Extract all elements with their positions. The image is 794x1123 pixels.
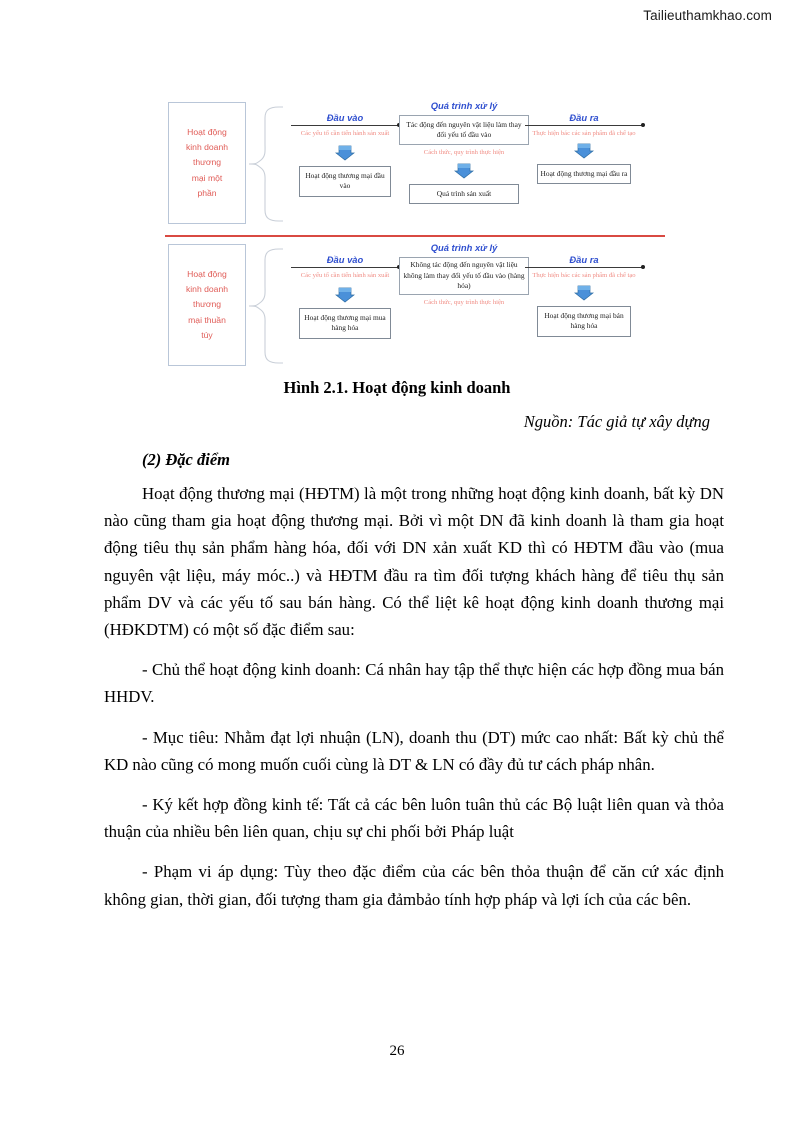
stage-title-input: Đầu vào xyxy=(326,112,364,123)
axis-line-output xyxy=(525,267,643,268)
figure-divider xyxy=(165,235,665,237)
down-arrow-icon xyxy=(574,143,594,159)
leaf-box-output: Hoạt động thương mại bán hàng hóa xyxy=(537,306,631,337)
stage-process-row2 xyxy=(399,242,529,308)
stage-title-input: Đầu vào xyxy=(326,254,364,265)
source-line: phần xyxy=(197,187,217,198)
process-box: Tác động đến nguyên vật liệu làm thay đổi yếu tố đầu vào xyxy=(399,115,529,145)
stage-output-row2 xyxy=(525,254,643,337)
source-box-row1 xyxy=(168,102,246,224)
source-line: thương xyxy=(192,157,222,168)
source-line: Hoạt động xyxy=(187,126,227,137)
stage-note-process: Cách thức, quy trình thực hiện xyxy=(423,299,505,306)
stage-title-output: Đầu ra xyxy=(569,254,599,265)
sub-heading: (2) Đặc điểm xyxy=(142,450,230,469)
figure-caption: Hình 2.1. Hoạt động kinh doanh xyxy=(283,378,511,397)
body-text xyxy=(104,450,724,913)
stage-note-output: Thực hiện bác các sản phẩm đã chế tạo xyxy=(532,272,636,279)
source-line: túy xyxy=(201,329,213,340)
diagram-row-pure-commerce xyxy=(165,240,665,373)
site-watermark: Tailieuthamkhao.com xyxy=(643,8,772,23)
source-line: kinh doanh xyxy=(185,284,229,295)
source-line: thương xyxy=(192,299,222,310)
source-line: kinh doanh xyxy=(185,142,229,153)
down-arrow-icon xyxy=(574,285,594,301)
leaf-box-input: Hoạt động thương mại đầu vào xyxy=(299,166,391,197)
figure-diagram xyxy=(165,98,665,373)
stage-title-output: Đầu ra xyxy=(569,112,599,123)
leaf-box-process: Quá trình sản xuất xyxy=(409,184,519,204)
paragraph: - Chủ thể hoạt động kinh doanh: Cá nhân hay tập thể thực hiện các hợp đồng mua bán HHDV. xyxy=(104,660,724,707)
axis-line-output xyxy=(525,125,643,126)
source-line: mại một xyxy=(191,172,223,183)
stage-note-output: Thực hiện bác các sản phẩm đã chế tạo xyxy=(532,130,636,137)
stage-title-process: Quá trình xử lý xyxy=(430,242,498,253)
down-arrow-icon xyxy=(335,287,355,303)
paragraph: Hoạt động thương mại (HĐTM) là một trong những hoạt động kinh doanh, bất kỳ DN nào cũng tham gia hoạt động thương mại. Bởi vì một DN đã kinh doanh là tham gia hoạt động tiêu thụ sản phẩm hàng hóa, đối với DN xản xuất KD thì có HĐTM đầu vào (mua nguyên vật liệu, máy móc..) và HĐTM đầu ra tìm đối tượng khách hàng để tiêu thụ sản phẩm DV và các yếu tố sau bán hàng. Có thể liệt kê hoạt động kinh doanh thương mại (HĐKDTM) có một số đặc điểm sau: xyxy=(104,484,724,640)
page-number: 26 xyxy=(389,1043,405,1059)
axis-line-input xyxy=(291,125,399,126)
stage-note-input: Các yếu tố cần tiến hành sản xuất xyxy=(300,272,390,279)
paragraph: - Ký kết hợp đồng kinh tế: Tất cả các bên luôn tuân thủ các Bộ luật liên quan và thỏa thuận của nhiều bên liên quan, chịu sự chi phối bởi Pháp luật xyxy=(104,795,724,842)
paragraph: - Phạm vi áp dụng: Tùy theo đặc điểm của các bên thỏa thuận để căn cứ xác định không gian, thời gian, đối tượng tham gia đảmbảo tính hợp pháp và lợi ích của các bên. xyxy=(104,862,724,909)
down-arrow-icon xyxy=(335,145,355,161)
stage-note-input: Các yếu tố cần tiến hành sản xuất xyxy=(300,130,390,137)
stage-input-row1 xyxy=(291,112,399,197)
brace-connector-row2 xyxy=(249,246,283,366)
source-box-row2 xyxy=(168,244,246,366)
stage-input-row2 xyxy=(291,254,399,339)
axis-line-input xyxy=(291,267,399,268)
diagram-row-partial-commerce xyxy=(165,98,665,231)
brace-connector-row1 xyxy=(249,104,283,224)
down-arrow-icon xyxy=(454,163,474,179)
leaf-box-output: Hoạt động thương mại đầu ra xyxy=(537,164,631,184)
source-line: Hoạt động xyxy=(187,268,227,279)
stage-title-process: Quá trình xử lý xyxy=(430,100,498,111)
stage-note-process: Cách thức, quy trình thực hiện xyxy=(423,149,505,156)
stage-process-row1 xyxy=(399,100,529,204)
leaf-box-input: Hoạt động thương mại mua hàng hóa xyxy=(299,308,391,339)
stage-output-row1 xyxy=(525,112,643,184)
process-box: Không tác động đến nguyên vật liệu không làm thay đổi yếu tố đầu vào (hàng hóa) xyxy=(399,257,529,295)
paragraph: - Mục tiêu: Nhằm đạt lợi nhuận (LN), doanh thu (DT) mức cao nhất: Bất kỳ chủ thể KD nào cũng có mong muốn cuối cùng là DT & LN có đầy đủ tư cách pháp nhân. xyxy=(104,727,724,774)
figure-source: Nguồn: Tác giả tự xây dựng xyxy=(523,412,710,431)
source-line: mại thuần xyxy=(188,314,226,325)
